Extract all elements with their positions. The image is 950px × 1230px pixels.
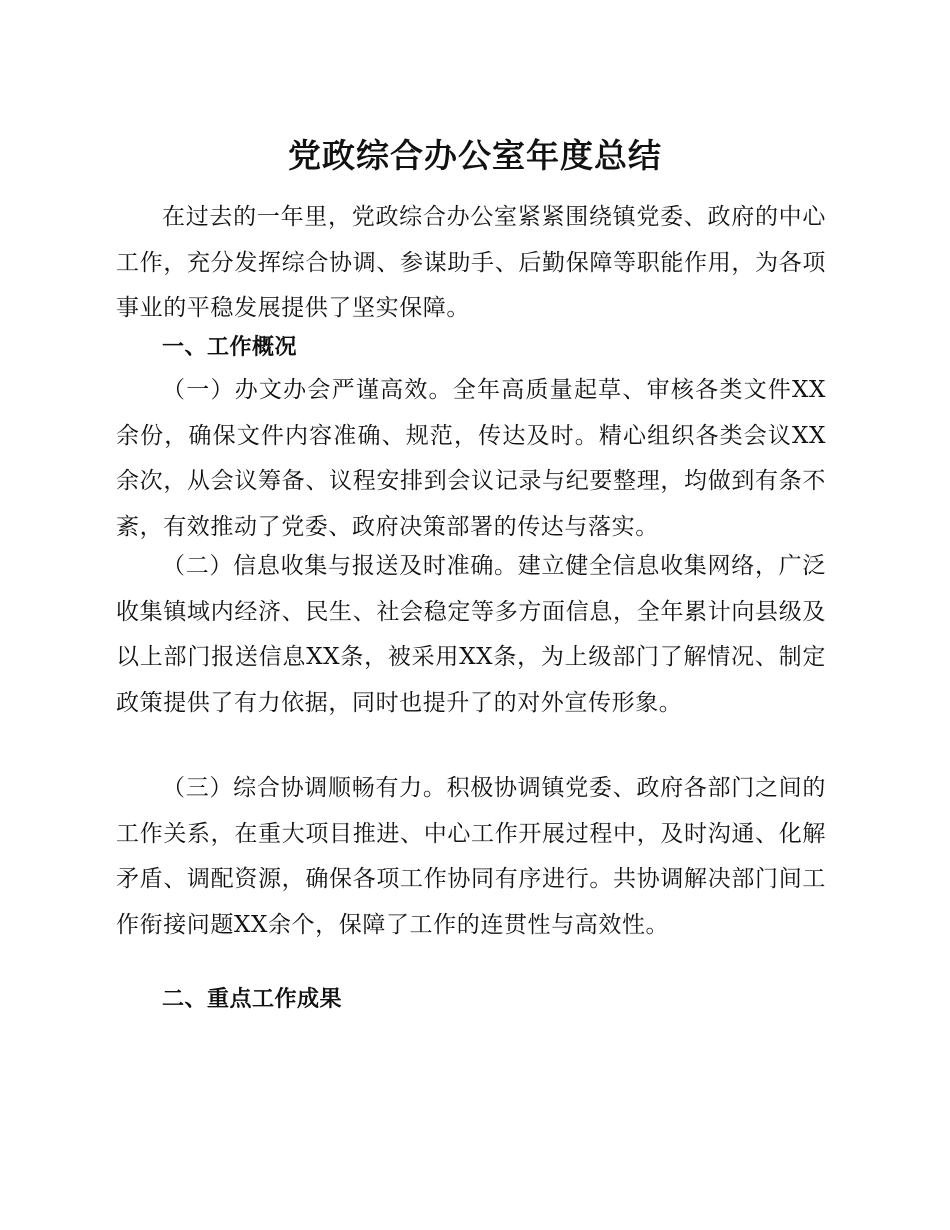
paragraph-information-reporting: （二）信息收集与报送及时准确。建立健全信息收集网络，广泛收集镇域内经济、民生、社会稳定等多方面信息，全年累计向县级及以上部门报送信息XX条，被采用XX条，为上级部门了解情况、制定政策提供了有力依据，同时也提升了的对外宣传形象。: [116, 553, 826, 716]
section-heading-key-achievements: 二、重点工作成果: [162, 987, 343, 1012]
paragraph-document-meeting: （一）办文办会严谨高效。全年高质量起草、审核各类文件XX余份，确保文件内容准确、规范，传达及时。精心组织各类会议XX余次，从会议筹备、议程安排到会议记录与纪要整理，均做到有条不紊，有效推动了党委、政府决策部署的传达与落实。: [116, 377, 826, 540]
document-title: 党政综合办公室年度总结: [288, 136, 662, 175]
paragraph-coordination: （三）综合协调顺畅有力。积极协调镇党委、政府各部门之间的工作关系，在重大项目推进、中心工作开展过程中，及时沟通、化解矛盾、调配资源，确保各项工作协同有序进行。共协调解决部门间工作衔接问题XX余个，保障了工作的连贯性与高效性。: [116, 775, 826, 938]
intro-paragraph: 在过去的一年里，党政综合办公室紧紧围绕镇党委、政府的中心工作，充分发挥综合协调、参谋助手、后勤保障等职能作用，为各项事业的平稳发展提供了坚实保障。: [116, 204, 826, 321]
section-heading-work-overview: 一、工作概况: [162, 335, 298, 360]
